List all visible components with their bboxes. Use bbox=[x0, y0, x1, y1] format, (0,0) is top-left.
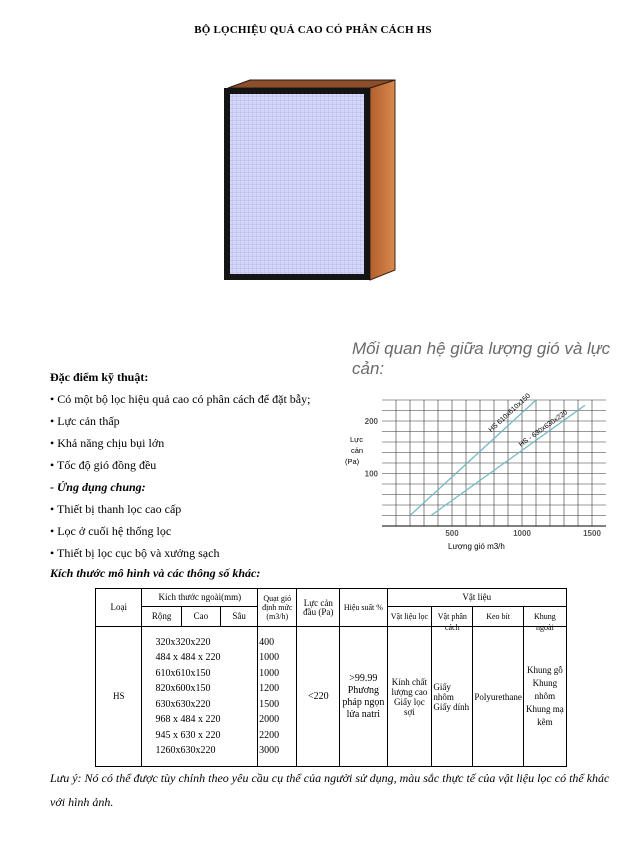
technical-specs bbox=[50, 366, 310, 564]
cell-m3: Polyurethane bbox=[473, 627, 524, 767]
series-label: HS - 630x630x220 bbox=[517, 409, 570, 449]
features-heading: Đặc điểm kỹ thuật: bbox=[50, 370, 149, 384]
usage-item: • Lọc ở cuối hệ thống lọc bbox=[50, 524, 172, 538]
chart-ylabel-2: cản bbox=[351, 446, 364, 455]
feature-item: • Tốc độ gió đồng đều bbox=[50, 458, 157, 472]
y-tick-label: 200 bbox=[364, 417, 378, 426]
chart-heading: Mối quan hệ giữa lượng gió và lực cản: bbox=[352, 339, 611, 378]
header-m3: Keo bít bbox=[473, 607, 524, 627]
cell-m1: Kính chất lượng cao Giấy lọc sợi bbox=[387, 627, 432, 767]
table-heading: Kích thước mô hình và các thông số khác: bbox=[50, 566, 261, 580]
filter-product-image bbox=[220, 80, 410, 280]
header-size: Kích thước ngoài(mm) bbox=[142, 589, 258, 607]
header-loai: Loại bbox=[96, 589, 142, 627]
cell-m4: Khung gỗ Khung nhôm Khung mạ kẽm bbox=[523, 627, 566, 767]
spec-table bbox=[95, 588, 567, 767]
cell-sizes: 320x320x220 484 x 484 x 220 610x610x150 820x600x150 630x630x220 968 x 484 x 220 945 x 630 x 220 1260x630x220 bbox=[142, 627, 258, 767]
header-sau: Sâu bbox=[220, 607, 257, 627]
header-resist: Lực cản đầu (Pa) bbox=[297, 589, 340, 627]
flow-resistance-chart bbox=[320, 360, 610, 555]
usage-item: • Thiết bị thanh lọc cao cấp bbox=[50, 502, 182, 516]
chart-grid bbox=[382, 400, 606, 526]
feature-item: • Có một bộ lọc hiệu quả cao có phân cách để đặt bẫy; bbox=[50, 392, 311, 406]
header-material: Vật liệu bbox=[387, 589, 567, 607]
header-rong: Rộng bbox=[142, 607, 181, 627]
cell-flows: 400 1000 1000 1200 1500 2000 2200 3000 bbox=[258, 627, 297, 767]
usage-heading: - Ứng dụng chung: bbox=[50, 480, 146, 494]
chart-ylabel-1: Lực bbox=[350, 435, 363, 444]
cell-m2: Giấy nhôm Giấy dính bbox=[432, 627, 473, 767]
header-flow: Quạt gió định mức (m3/h) bbox=[258, 589, 297, 627]
header-m4: Khung ngoài bbox=[523, 607, 566, 627]
series-label: HS 610x610x150 bbox=[487, 392, 532, 434]
footnote: Lưu ý: Nó có thể được tùy chỉnh theo yêu cầu cụ thể của người sử dụng, màu sắc thực tế của vật liệu lọc có thể khác với hình ảnh. bbox=[50, 771, 610, 809]
usage-item: • Thiết bị lọc cục bộ và xưởng sạch bbox=[50, 546, 220, 560]
cell-eff: >99.99 Phương pháp ngọn lửa natri bbox=[340, 627, 387, 767]
cell-loai: HS bbox=[96, 627, 142, 767]
x-tick-label: 1500 bbox=[583, 529, 601, 538]
feature-item: • Lực cản thấp bbox=[50, 414, 120, 428]
chart-series bbox=[410, 392, 585, 515]
y-tick-label: 100 bbox=[364, 469, 378, 479]
series-line bbox=[410, 400, 536, 516]
cell-resist: <220 bbox=[297, 627, 340, 767]
page-title: BỘ LỌCHIỆU QUẢ CAO CÓ PHÂN CÁCH HS bbox=[194, 24, 432, 36]
header-m2: Vật phân cách bbox=[432, 607, 473, 627]
chart-ylabel-3: (Pa) bbox=[345, 457, 360, 466]
x-tick-label: 1000 bbox=[513, 529, 531, 538]
feature-item: • Khả năng chịu bụi lớn bbox=[50, 436, 165, 450]
header-cao: Cao bbox=[181, 607, 220, 627]
header-eff: Hiệu suất % bbox=[340, 589, 387, 627]
header-m1: Vật liệu lọc bbox=[387, 607, 432, 627]
x-tick-label: 500 bbox=[445, 529, 459, 538]
chart-xlabel: Lượng gió m3/h bbox=[448, 542, 505, 551]
chart-ticks bbox=[365, 417, 602, 538]
